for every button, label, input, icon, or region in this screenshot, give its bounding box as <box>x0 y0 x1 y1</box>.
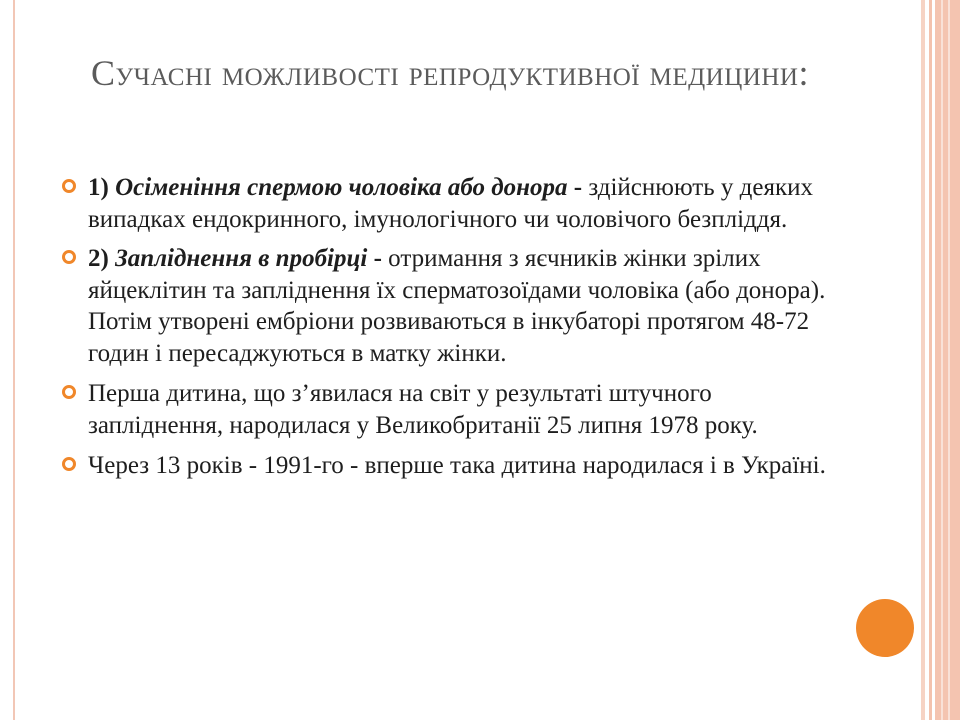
item-dash: - <box>573 174 583 201</box>
item-number: 1) <box>88 174 109 201</box>
item-text: Перша дитина, що з’явилася на світ у результаті штучного запліднення, народилася у Великобританії 25 липня 1978 року. <box>88 380 758 439</box>
item-text: отримання з яєчників жінки зрілих яйцеклітин та запліднення їх сперматозоїдами чоловіка (або донора). Потім утворені ембріони розвиваються в інкубаторі протягом 48-72 годин і пересаджуються в матку жінки. <box>88 245 826 367</box>
decor-circle <box>856 599 914 657</box>
ring-bullet-icon <box>62 385 76 399</box>
item-text: здійснюють у деяких випадках ендокринного, імунологічного чи чоловічого безпліддя. <box>88 174 813 233</box>
decor-stripe <box>948 0 950 720</box>
decor-stripe <box>941 0 943 720</box>
slide-title: Сучасні можливості репродуктивної медицини: <box>91 53 809 93</box>
item-term: Осіменіння спермою чоловіка або донора <box>115 174 568 201</box>
list-item <box>62 378 842 441</box>
decor-stripe <box>921 0 925 720</box>
list-item <box>62 172 842 235</box>
item-dash: - <box>373 245 382 272</box>
ring-bullet-icon <box>62 179 76 193</box>
frame-left-line <box>13 0 15 720</box>
list-item <box>62 450 842 482</box>
bullet-list <box>62 172 842 482</box>
list-item <box>62 243 842 369</box>
decor-stripe <box>929 0 932 720</box>
ring-bullet-icon <box>62 457 76 471</box>
item-term: Запліднення в пробірці <box>115 245 368 272</box>
item-number: 2) <box>88 245 109 272</box>
item-text: Через 13 років - 1991-го - вперше така дитина народилася і в Україні. <box>88 452 826 479</box>
ring-bullet-icon <box>62 250 76 264</box>
